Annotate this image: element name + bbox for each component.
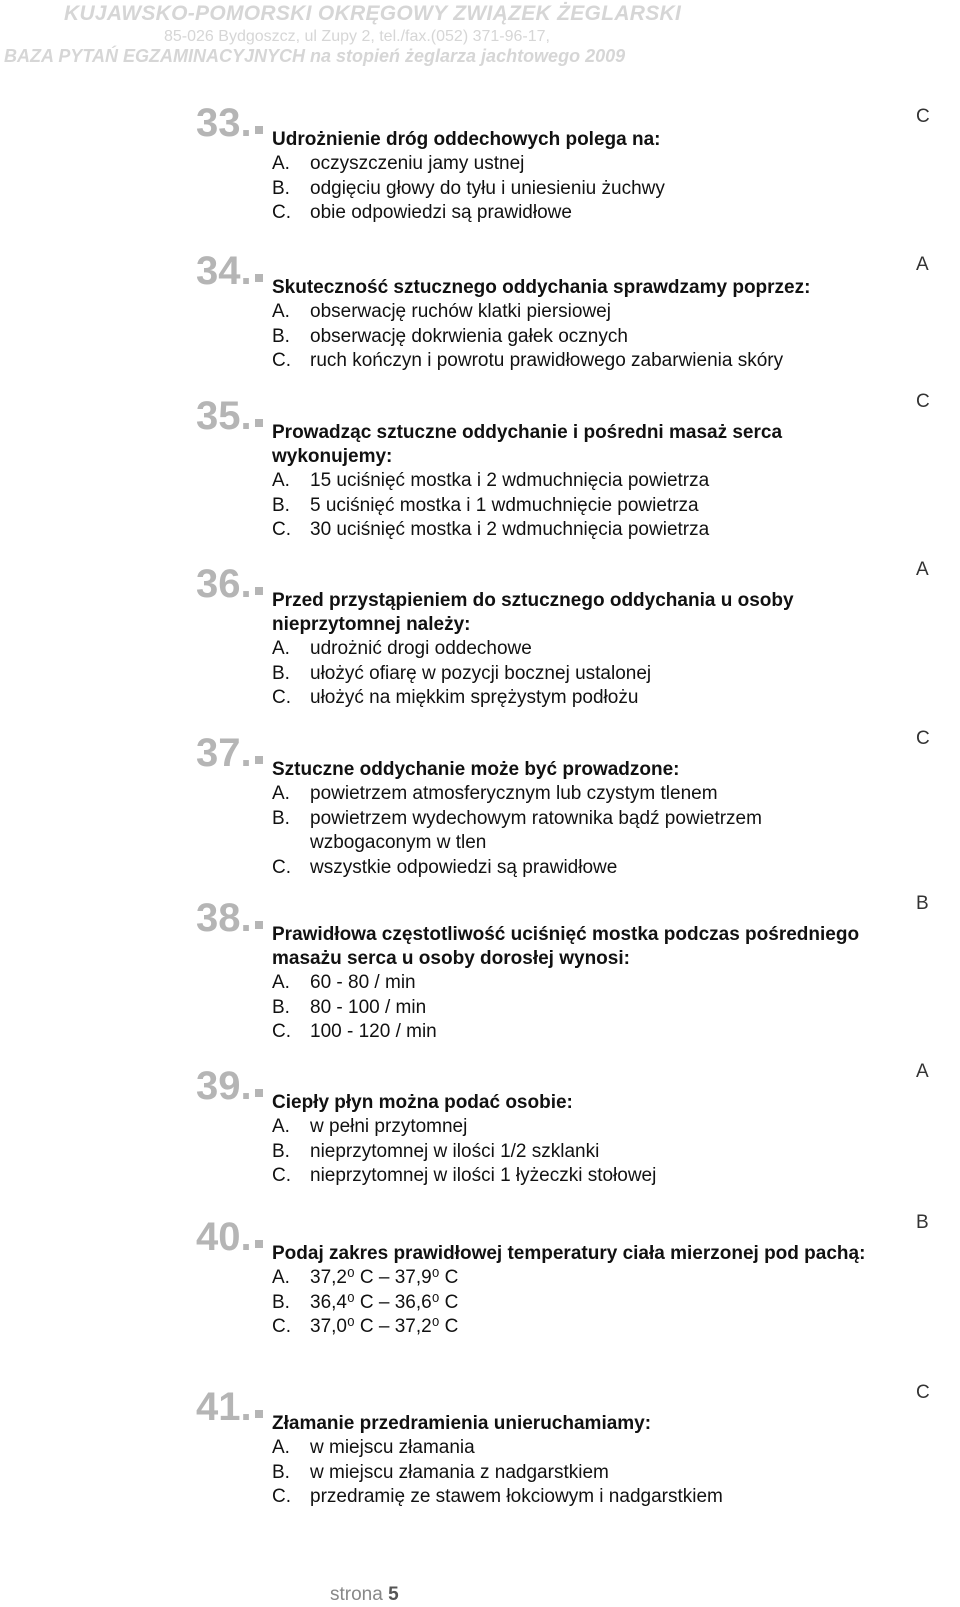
question-number: 38. — [196, 895, 263, 941]
option-text: ułożyć na miękkim sprężystym podłożu — [310, 687, 639, 708]
option-text: ułożyć ofiarę w pozycji bocznej ustalonej — [310, 662, 652, 684]
answer-option — [272, 349, 872, 374]
option-letter: B. — [272, 177, 290, 199]
answer-option — [272, 201, 872, 226]
question-text: Udrożnienie dróg oddechowych polega na: — [272, 129, 661, 150]
watermark-title: KUJAWSKO-POMORSKI OKRĘGOWY ZWIĄZEK ŻEGLARSKI — [64, 2, 682, 25]
option-letter: C. — [272, 856, 291, 878]
option-text: 36,4⁰ C – 36,6⁰ C — [310, 1291, 459, 1313]
answer-key: A — [916, 559, 929, 580]
answer-key: C — [916, 106, 930, 127]
answer-option — [272, 1461, 872, 1486]
option-letter: A. — [272, 301, 290, 322]
answer-option — [272, 494, 872, 519]
option-text: 60 - 80 / min — [310, 972, 416, 993]
answer-key: C — [916, 728, 930, 749]
answer-option — [272, 807, 872, 856]
answer-key: A — [916, 254, 929, 275]
option-text: obie odpowiedzi są prawidłowe — [310, 202, 572, 223]
option-letter: A. — [272, 153, 290, 174]
option-letter: B. — [272, 996, 290, 1018]
answer-option — [272, 300, 872, 325]
option-letter: B. — [272, 1461, 290, 1483]
option-letter: B. — [272, 325, 290, 347]
answer-option — [272, 856, 872, 881]
answer-option — [272, 325, 872, 350]
question-number: 41. — [196, 1384, 263, 1430]
question-text: Sztuczne oddychanie może być prowadzone: — [272, 759, 680, 780]
number-square-marker — [255, 1089, 263, 1097]
option-letter: A. — [272, 1437, 290, 1458]
number-square-marker — [255, 756, 263, 764]
answer-options — [272, 1436, 872, 1510]
option-text: ruch kończyn i powrotu prawidłowego zabarwienia skóry — [310, 350, 784, 371]
answer-option — [272, 152, 872, 177]
page-number: 5 — [388, 1584, 399, 1605]
page-footer — [330, 1584, 399, 1606]
answer-options — [272, 637, 872, 711]
option-text: odgięciu głowy do tyłu i uniesieniu żuchwy — [310, 177, 665, 199]
number-square-marker — [255, 587, 263, 595]
question-text: Złamanie przedramienia unieruchamiamy: — [272, 1413, 652, 1434]
answer-options — [272, 782, 872, 880]
question-number: 36. — [196, 561, 263, 607]
option-letter: B. — [272, 1291, 290, 1313]
answer-option — [272, 1291, 872, 1316]
option-text: 5 uciśnięć mostka i 1 wdmuchnięcie powietrza — [310, 494, 699, 516]
option-letter: A. — [272, 638, 290, 659]
number-square-marker — [255, 1410, 263, 1418]
number-square-marker — [255, 274, 263, 282]
answer-key: B — [916, 1212, 929, 1233]
question-number: 35. — [196, 393, 263, 439]
answer-options — [272, 469, 872, 543]
option-letter: C. — [272, 1165, 291, 1186]
answer-option — [272, 996, 872, 1021]
answer-option — [272, 1266, 872, 1291]
question-number: 39. — [196, 1063, 263, 1109]
question-text: Skuteczność sztucznego oddychania sprawdzamy poprzez: — [272, 277, 811, 298]
option-letter: C. — [272, 519, 291, 540]
answer-option — [272, 177, 872, 202]
question-text: Prawidłowa częstotliwość uciśnięć mostka podczas pośredniego masażu serca u osoby dorosłej wynosi: — [272, 924, 860, 969]
option-letter: A. — [272, 1116, 290, 1137]
option-text: przedramię ze stawem łokciowym i nadgarstkiem — [310, 1486, 723, 1507]
answer-option — [272, 686, 872, 711]
question-text: Przed przystąpieniem do sztucznego oddychania u osoby nieprzytomnej należy: — [272, 590, 794, 635]
option-text: powietrzem wydechowym ratownika bądź powietrzem wzbogaconym w tlen — [310, 807, 762, 853]
question-number: 34. — [196, 248, 263, 294]
answer-option — [272, 1436, 872, 1461]
question-text: Prowadząc sztuczne oddychanie i pośredni masaż serca wykonujemy: — [272, 422, 783, 467]
option-letter: A. — [272, 972, 290, 993]
option-text: nieprzytomnej w ilości 1 łyżeczki stołowej — [310, 1165, 657, 1186]
answer-options — [272, 1115, 872, 1189]
question-text: Podaj zakres prawidłowej temperatury ciała mierzonej pod pachą: — [272, 1243, 866, 1264]
option-text: obserwację dokrwienia gałek ocznych — [310, 325, 628, 347]
answer-key: A — [916, 1061, 929, 1082]
answer-option — [272, 637, 872, 662]
answer-option — [272, 1315, 872, 1340]
question-text: Ciepły płyn można podać osobie: — [272, 1092, 573, 1113]
option-text: 37,2⁰ C – 37,9⁰ C — [310, 1267, 459, 1288]
question-number: 37. — [196, 730, 263, 776]
answer-key: B — [916, 893, 929, 914]
option-letter: B. — [272, 494, 290, 516]
answer-key: C — [916, 1382, 930, 1403]
option-letter: C. — [272, 202, 291, 223]
answer-option — [272, 782, 872, 807]
answer-option — [272, 662, 872, 687]
option-letter: C. — [272, 350, 291, 371]
option-text: 30 uciśnięć mostka i 2 wdmuchnięcia powietrza — [310, 519, 710, 540]
question-number: 33. — [196, 100, 263, 146]
watermark-address: 85-026 Bydgoszcz, ul Zupy 2, tel./fax.(052) 371-96-17, — [164, 28, 550, 45]
number-square-marker — [255, 1240, 263, 1248]
answer-option — [272, 1020, 872, 1045]
option-text: 15 uciśnięć mostka i 2 wdmuchnięcia powietrza — [310, 470, 710, 491]
option-letter: C. — [272, 1021, 291, 1042]
option-text: 80 - 100 / min — [310, 996, 427, 1018]
option-text: w pełni przytomnej — [310, 1116, 468, 1137]
option-text: obserwację ruchów klatki piersiowej — [310, 301, 611, 322]
number-square-marker — [255, 126, 263, 134]
answer-option — [272, 1140, 872, 1165]
answer-options — [272, 152, 872, 226]
answer-option — [272, 1164, 872, 1189]
number-square-marker — [255, 921, 263, 929]
option-letter: B. — [272, 807, 290, 829]
option-text: powietrzem atmosferycznym lub czystym tlenem — [310, 783, 718, 804]
question-number: 40. — [196, 1214, 263, 1260]
watermark-subtitle: BAZA PYTAŃ EGZAMINACYJNYCH na stopień żeglarza jachtowego 2009 — [4, 46, 626, 66]
number-square-marker — [255, 419, 263, 427]
option-letter: A. — [272, 1267, 290, 1288]
option-letter: C. — [272, 1486, 291, 1507]
option-letter: A. — [272, 470, 290, 491]
option-text: w miejscu złamania z nadgarstkiem — [310, 1461, 609, 1483]
option-text: 37,0⁰ C – 37,2⁰ C — [310, 1316, 459, 1337]
footer-label: strona — [330, 1584, 383, 1605]
answer-options — [272, 971, 872, 1045]
option-text: 100 - 120 / min — [310, 1021, 437, 1042]
answer-option — [272, 1485, 872, 1510]
option-letter: C. — [272, 687, 291, 708]
option-letter: B. — [272, 662, 290, 684]
option-text: udrożnić drogi oddechowe — [310, 638, 532, 659]
answer-option — [272, 469, 872, 494]
answer-option — [272, 1115, 872, 1140]
option-text: w miejscu złamania — [310, 1437, 475, 1458]
option-letter: A. — [272, 783, 290, 804]
option-letter: B. — [272, 1140, 290, 1162]
answer-option — [272, 971, 872, 996]
option-text: nieprzytomnej w ilości 1/2 szklanki — [310, 1140, 600, 1162]
answer-options — [272, 1266, 872, 1340]
option-text: oczyszczeniu jamy ustnej — [310, 153, 525, 174]
answer-key: C — [916, 391, 930, 412]
answer-option — [272, 518, 872, 543]
option-letter: C. — [272, 1316, 291, 1337]
answer-options — [272, 300, 872, 374]
option-text: wszystkie odpowiedzi są prawidłowe — [310, 856, 618, 878]
